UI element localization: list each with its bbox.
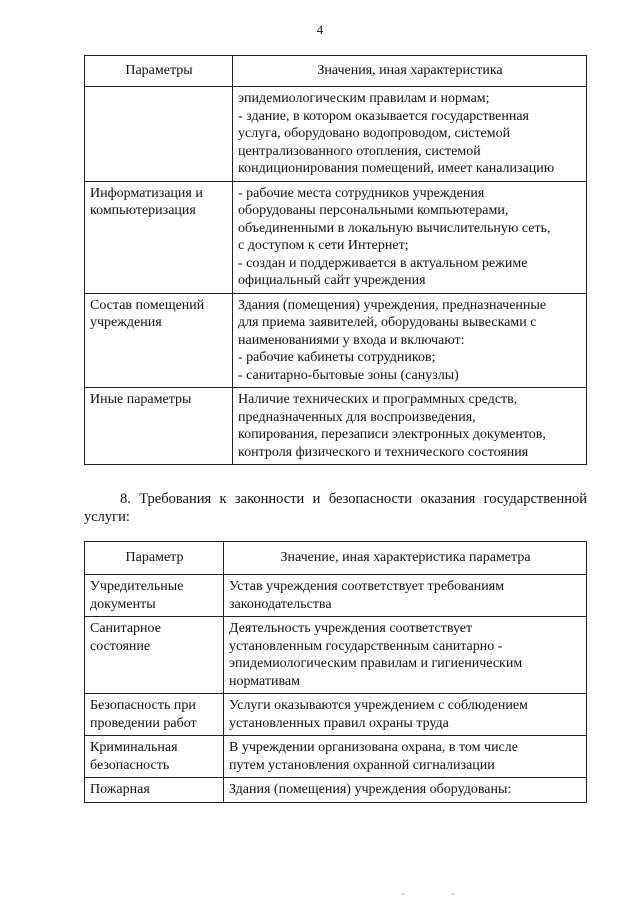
parameter-text-line: Пожарная (90, 782, 150, 797)
table-row (85, 388, 587, 465)
value-text-line: услуга, оборудовано водопроводом, системой (238, 126, 511, 141)
table-row (85, 617, 587, 694)
table-row (85, 575, 587, 617)
value-cell (224, 736, 587, 778)
value-text-line: законодательства (229, 596, 332, 612)
table-row (85, 293, 587, 388)
value-text-line: Устав учреждения соответствует требованиям (229, 579, 505, 594)
value-cell (233, 181, 587, 293)
value-text-line: - санитарно-бытовые зоны (санузлы) (238, 367, 459, 383)
value-text-line: Здания (помещения) учреждения, предназначенные (238, 297, 547, 313)
value-cell (233, 388, 587, 465)
value-text-line: централизованного отопления, системой (238, 143, 481, 159)
parameter-cell (85, 778, 224, 803)
value-text-line: - рабочие места сотрудников учреждения (238, 185, 485, 201)
value-text-line: путем установления охранной сигнализации (229, 757, 495, 773)
parameter-text-line: документы (90, 596, 156, 612)
parameter-text-line: Состав помещений (90, 297, 205, 313)
section-8-line-1: 8. Требования к законности и безопасности оказания государственной (120, 491, 587, 507)
table-row (85, 181, 587, 293)
value-text-line: оборудованы персональными компьютерами, (238, 203, 509, 218)
value-text-line: объединенными в локальную вычислительную сеть, (238, 220, 551, 236)
value-text-line: установленных правил охраны труда (229, 715, 449, 731)
scan-speck (452, 893, 454, 895)
value-text-line: Услуги оказываются учреждением с соблюдением (229, 698, 528, 713)
parameter-cell (85, 575, 224, 617)
value-text-line: предназначенных для воспроизведения, (238, 409, 476, 425)
table-row (85, 694, 587, 736)
parameter-cell (85, 388, 233, 465)
parameters-table (84, 55, 587, 465)
header-parameters: Параметры (85, 56, 233, 87)
value-text-line: контроля физического и технического состояния (238, 444, 529, 460)
parameter-text-line: состояние (90, 638, 151, 654)
table-row (85, 87, 587, 182)
value-text-line: В учреждении организована охрана, в том числе (229, 740, 518, 755)
value-cell (224, 575, 587, 617)
table-row (85, 778, 587, 803)
value-cell (224, 694, 587, 736)
parameter-text-line: безопасность (90, 757, 170, 773)
parameter-text-line: учреждения (90, 315, 162, 330)
parameter-text-line: проведении работ (90, 715, 197, 731)
value-text-line: - рабочие кабинеты сотрудников; (238, 350, 436, 365)
parameter-cell (85, 736, 224, 778)
table-row (85, 736, 587, 778)
value-text-line: эпидемиологическим правилам и нормам; (238, 91, 490, 106)
parameter-text-line: Безопасность при (90, 698, 196, 713)
scan-speck (402, 893, 404, 895)
parameter-text-line: Санитарное (90, 621, 161, 636)
value-text-line: - здание, в котором оказывается государственная (238, 108, 529, 124)
value-cell (233, 87, 587, 182)
value-text-line: официальный сайт учреждения (238, 273, 426, 288)
value-cell (224, 778, 587, 803)
table-header-row (85, 542, 587, 575)
value-cell (224, 617, 587, 694)
value-cell (233, 293, 587, 388)
value-text-line: наименованиями у входа и включают: (238, 332, 465, 348)
parameter-cell (85, 181, 233, 293)
parameter-cell (85, 87, 233, 182)
parameter-text-line: компьютеризация (90, 203, 196, 218)
parameter-cell (85, 617, 224, 694)
header-values: Значения, иная характеристика (233, 56, 587, 87)
header-parameter: Параметр (85, 542, 224, 575)
parameter-text-line: Информатизация и (90, 185, 203, 201)
value-text-line: нормативам (229, 673, 301, 689)
section-8-heading (84, 490, 587, 526)
parameter-cell (85, 293, 233, 388)
value-text-line: установленным государственным санитарно - (229, 638, 503, 654)
section-8-line-2: услуги: (84, 509, 130, 525)
value-text-line: кондиционирования помещений, имеет канализацию (238, 161, 555, 176)
parameter-text-line: Иные параметры (90, 392, 192, 407)
value-text-line: Здания (помещения) учреждения оборудованы: (229, 782, 512, 797)
value-text-line: для приема заявителей, оборудованы вывесками с (238, 315, 537, 330)
parameter-cell (85, 694, 224, 736)
header-value: Значение, иная характеристика параметра (224, 542, 587, 575)
value-text-line: эпидемиологическим правилам и гигиеническим (229, 656, 523, 671)
table-header-row (85, 56, 587, 87)
legality-safety-table (84, 541, 587, 803)
page-number: 4 (316, 22, 324, 37)
value-text-line: Деятельность учреждения соответствует (229, 621, 473, 636)
value-text-line: копирования, перезаписи электронных документов, (238, 427, 546, 442)
parameter-text-line: Учредительные (90, 579, 184, 594)
value-text-line: - создан и поддерживается в актуальном режиме (238, 255, 528, 271)
parameter-text-line: Криминальная (90, 740, 178, 755)
value-text-line: с доступом к сети Интернет; (238, 238, 409, 253)
value-text-line: Наличие технических и программных средств, (238, 392, 518, 407)
